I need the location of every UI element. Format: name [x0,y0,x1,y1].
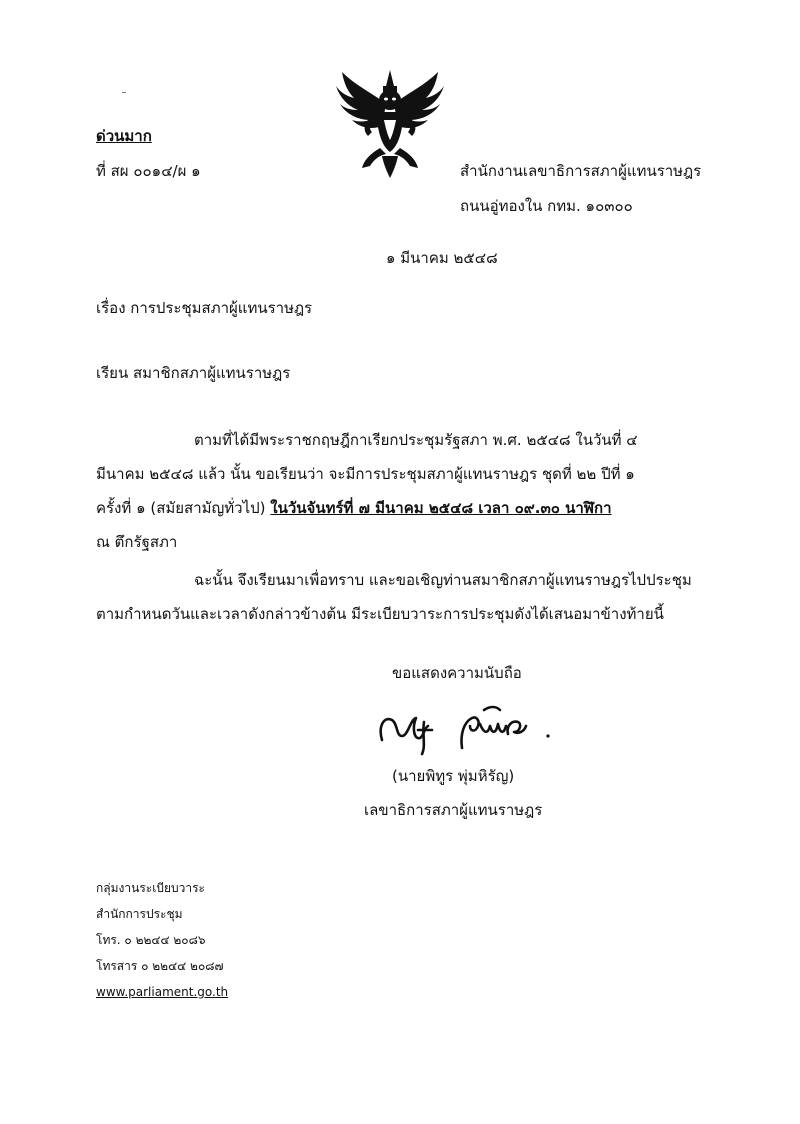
signer-name: (นายพิทูร พุ่มหิรัญ) [392,767,515,785]
signer-title: เลขาธิการสภาผู้แทนราษฎร [364,801,543,819]
scan-speck [122,92,126,93]
urgency-label: ด่วนมาก [96,127,152,145]
footer-phone: โทร. ๐ ๒๒๔๔ ๒๐๘๖ [96,933,206,947]
footer-website-link[interactable]: www.parliament.go.th [96,985,229,999]
meeting-datetime: ในวันจันทร์ที่ ๗ มีนาคม ๒๕๔๘ เวลา ๐๙.๓๐ นาฬิกา [270,499,612,517]
footer-department: กลุ่มงานระเบียบวาระ [96,881,205,895]
letter-subject: เรื่อง การประชุมสภาผู้แทนราษฎร [96,299,313,317]
body-line-5: ฉะนั้น จึงเรียนมาเพื่อทราบ และขอเชิญท่านสมาชิกสภาผู้แทนราษฎรไปประชุม [194,571,692,589]
letter-salutation: เรียน สมาชิกสภาผู้แทนราษฎร [96,364,291,382]
office-address: ถนนอู่ทองใน กทม. ๑๐๓๐๐ [460,197,633,215]
footer-office: สำนักการประชุม [96,907,183,921]
letter-date: ๑ มีนาคม ๒๕๔๘ [386,249,498,267]
body-line-6: ตามกำหนดวันและเวลาดังกล่าวข้างต้น มีระเบียบวาระการประชุมดังได้เสนอมาข้างท้ายนี้ [96,605,664,623]
office-name: สำนักงานเลขาธิการสภาผู้แทนราษฎร [460,162,702,180]
garuda-emblem-icon [334,64,446,184]
handwritten-signature [372,700,562,760]
body-line-3-plain: ครั้งที่ ๑ (สมัยสามัญทั่วไป) [96,499,271,517]
body-line-2: มีนาคม ๒๕๔๘ แล้ว นั้น ขอเรียนว่า จะมีการประชุมสภาผู้แทนราษฎร ชุดที่ ๒๒ ปีที่ ๑ [96,465,635,483]
body-line-3 [96,498,612,518]
closing-phrase: ขอแสดงความนับถือ [392,664,522,682]
document-number: ที่ สผ ๐๐๑๔/ผ ๑ [96,162,201,180]
footer-fax: โทรสาร ๐ ๒๒๔๔ ๒๐๘๗ [96,959,224,973]
body-line-1: ตามที่ได้มีพระราชกฤษฎีกาเรียกประชุมรัฐสภา พ.ศ. ๒๕๔๘ ในวันที่ ๔ [194,431,638,449]
body-line-4: ณ ตึกรัฐสภา [96,533,178,551]
